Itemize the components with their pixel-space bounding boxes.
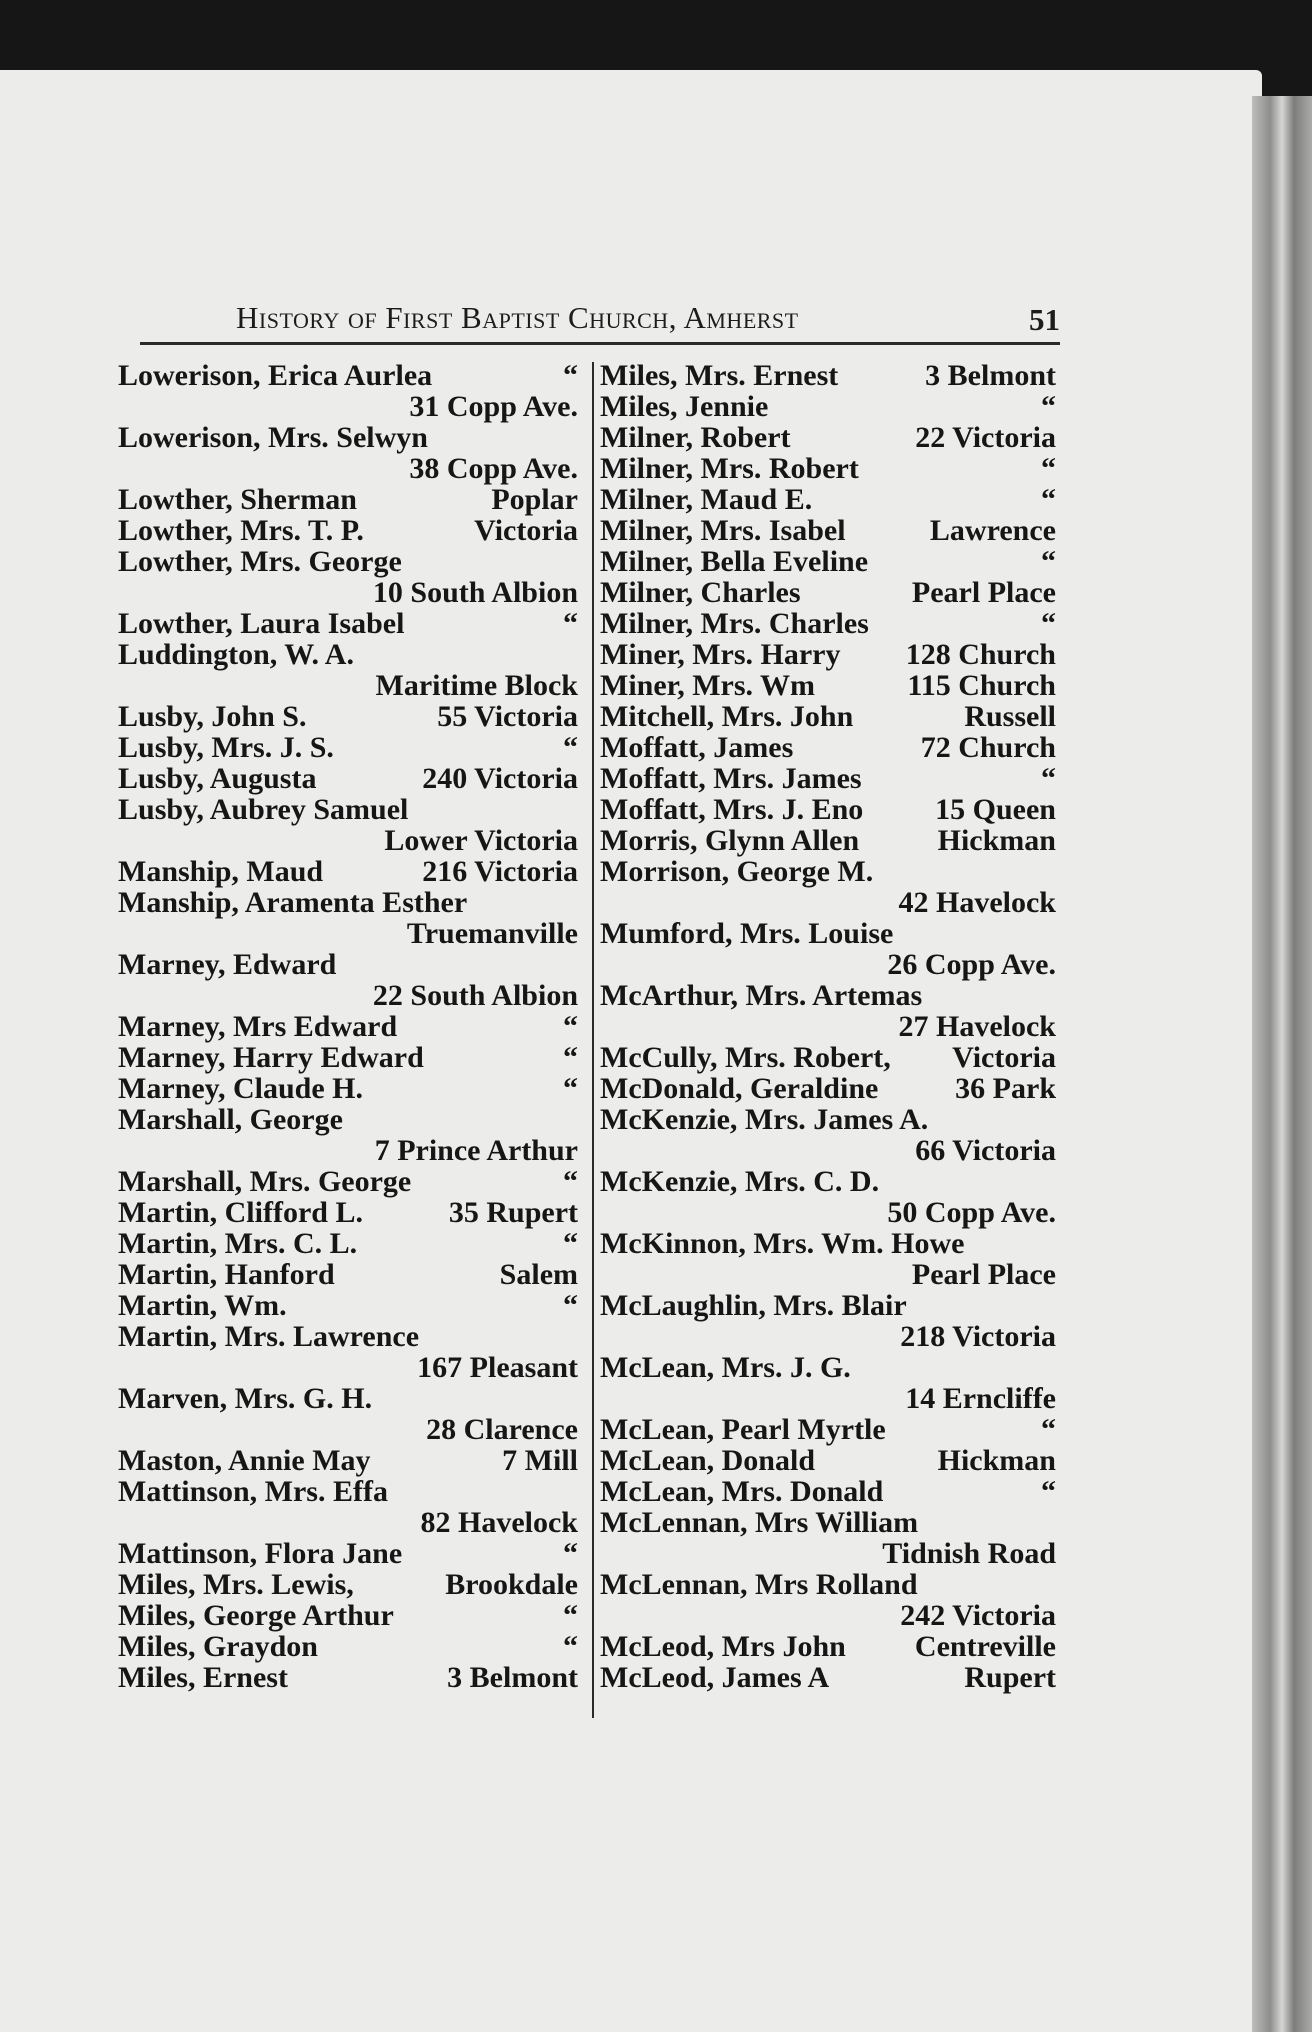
entry-address: “ bbox=[563, 359, 578, 392]
directory-entry bbox=[118, 1600, 578, 1631]
directory-entry bbox=[600, 825, 1056, 856]
directory-entry bbox=[600, 515, 1056, 546]
directory-entry bbox=[600, 1383, 1056, 1414]
page-number: 51 bbox=[1029, 302, 1060, 337]
entry-address: Rupert bbox=[964, 1661, 1056, 1694]
entry-address: Pearl Place bbox=[911, 576, 1056, 609]
entry-address: 10 South Albion bbox=[372, 576, 578, 609]
entry-name: Milner, Robert bbox=[600, 421, 791, 454]
entry-name: Lusby, Aubrey Samuel bbox=[118, 793, 409, 826]
entry-address: 7 Mill bbox=[502, 1444, 578, 1477]
entry-address: “ bbox=[563, 1072, 578, 1105]
entry-name: McArthur, Mrs. Artemas bbox=[600, 979, 923, 1012]
entry-name: Lusby, Mrs. J. S. bbox=[118, 731, 334, 764]
header-rule bbox=[140, 342, 1060, 345]
entry-name: Marshall, George bbox=[118, 1103, 343, 1136]
directory-entry bbox=[600, 732, 1056, 763]
directory-entry bbox=[600, 546, 1056, 577]
directory-entry bbox=[600, 391, 1056, 422]
entry-address: Lawrence bbox=[929, 514, 1056, 547]
entry-name: McDonald, Geraldine bbox=[600, 1072, 879, 1105]
directory-entry bbox=[600, 608, 1056, 639]
directory-entry bbox=[600, 1631, 1056, 1662]
entry-address: Pearl Place bbox=[911, 1258, 1056, 1291]
entry-name: Miles, Ernest bbox=[118, 1661, 288, 1694]
directory-entry bbox=[600, 1445, 1056, 1476]
entry-name: Miles, George Arthur bbox=[118, 1599, 394, 1632]
entry-address: 50 Copp Ave. bbox=[887, 1196, 1056, 1229]
entry-name: McLean, Pearl Myrtle bbox=[600, 1413, 886, 1446]
directory-entry bbox=[118, 949, 578, 980]
entry-address: 31 Copp Ave. bbox=[409, 390, 578, 423]
entry-address: 115 Church bbox=[907, 669, 1056, 702]
directory-entry bbox=[118, 1383, 578, 1414]
entry-address: Russell bbox=[964, 700, 1056, 733]
directory-entry bbox=[118, 1073, 578, 1104]
entry-address: 22 South Albion bbox=[372, 979, 578, 1012]
directory-entry bbox=[600, 670, 1056, 701]
entry-name: Moffatt, James bbox=[600, 731, 794, 764]
entry-address: 72 Church bbox=[920, 731, 1056, 764]
entry-name: Lowther, Mrs. George bbox=[118, 545, 402, 578]
entry-name: McLennan, Mrs Rolland bbox=[600, 1568, 918, 1601]
entry-name: Milner, Charles bbox=[600, 576, 801, 609]
directory-entry bbox=[600, 1104, 1056, 1135]
entry-name: Mitchell, Mrs. John bbox=[600, 700, 854, 733]
entry-name: McCully, Mrs. Robert, bbox=[600, 1041, 891, 1074]
entry-name: Morrison, George M. bbox=[600, 855, 874, 888]
entry-address: 240 Victoria bbox=[422, 762, 578, 795]
directory-entry bbox=[600, 1290, 1056, 1321]
entry-name: Milner, Mrs. Charles bbox=[600, 607, 869, 640]
directory-entry bbox=[118, 1011, 578, 1042]
entry-address: Brookdale bbox=[445, 1568, 578, 1601]
entry-address: Maritime Block bbox=[375, 669, 578, 702]
entry-address: 36 Park bbox=[955, 1072, 1056, 1105]
entry-address: “ bbox=[1041, 390, 1056, 423]
entry-name: Martin, Mrs. Lawrence bbox=[118, 1320, 420, 1353]
entry-name: Miles, Mrs. Ernest bbox=[600, 359, 839, 392]
entry-name: McKenzie, Mrs. James A. bbox=[600, 1103, 929, 1136]
entry-address: 28 Clarence bbox=[426, 1413, 578, 1446]
entry-name: Lowerison, Erica Aurlea bbox=[118, 359, 433, 392]
entry-name: Moffatt, Mrs. James bbox=[600, 762, 862, 795]
directory-entry bbox=[118, 360, 578, 391]
entry-address: Hickman bbox=[937, 824, 1056, 857]
directory-entry bbox=[600, 1600, 1056, 1631]
directory-entry bbox=[600, 794, 1056, 825]
entry-address: “ bbox=[563, 1537, 578, 1570]
directory-entry bbox=[118, 1352, 578, 1383]
entry-address: 3 Belmont bbox=[447, 1661, 578, 1694]
directory-entry bbox=[118, 732, 578, 763]
directory-entry bbox=[600, 1197, 1056, 1228]
directory-entry bbox=[600, 1538, 1056, 1569]
directory-entry bbox=[600, 1569, 1056, 1600]
directory-entry bbox=[600, 453, 1056, 484]
entry-name: Lowther, Sherman bbox=[118, 483, 357, 516]
entry-name: Miles, Jennie bbox=[600, 390, 769, 423]
entry-address: 82 Havelock bbox=[420, 1506, 578, 1539]
directory-entry bbox=[118, 639, 578, 670]
directory-entry bbox=[118, 391, 578, 422]
entry-address: 26 Copp Ave. bbox=[887, 948, 1056, 981]
directory-entry bbox=[118, 1290, 578, 1321]
entry-address: Hickman bbox=[937, 1444, 1056, 1477]
entry-address: “ bbox=[1041, 452, 1056, 485]
entry-name: Miles, Graydon bbox=[118, 1630, 318, 1663]
entry-address: Salem bbox=[499, 1258, 578, 1291]
entry-address: 3 Belmont bbox=[925, 359, 1056, 392]
entry-address: “ bbox=[563, 1165, 578, 1198]
directory-entry bbox=[600, 918, 1056, 949]
directory-entry bbox=[118, 1321, 578, 1352]
directory-entry bbox=[600, 1476, 1056, 1507]
entry-name: Miner, Mrs. Harry bbox=[600, 638, 841, 671]
directory-entry bbox=[118, 1135, 578, 1166]
entry-address: 167 Pleasant bbox=[417, 1351, 578, 1384]
directory-entry bbox=[600, 1321, 1056, 1352]
directory-entry bbox=[118, 856, 578, 887]
entry-name: Mattinson, Flora Jane bbox=[118, 1537, 403, 1570]
entry-address: 55 Victoria bbox=[437, 700, 578, 733]
running-header bbox=[140, 296, 1060, 348]
directory-entry bbox=[600, 856, 1056, 887]
entry-address: “ bbox=[563, 1227, 578, 1260]
directory-entry bbox=[118, 1197, 578, 1228]
entry-name: Lowerison, Mrs. Selwyn bbox=[118, 421, 428, 454]
entry-address: “ bbox=[1041, 762, 1056, 795]
entry-name: McKenzie, Mrs. C. D. bbox=[600, 1165, 880, 1198]
entry-name: Lusby, Augusta bbox=[118, 762, 317, 795]
directory-entry bbox=[600, 1259, 1056, 1290]
directory-entry bbox=[118, 670, 578, 701]
entry-name: Miner, Mrs. Wm bbox=[600, 669, 815, 702]
directory-entry bbox=[600, 1011, 1056, 1042]
entry-address: 128 Church bbox=[905, 638, 1056, 671]
entry-name: Miles, Mrs. Lewis, bbox=[118, 1568, 354, 1601]
directory-entry bbox=[600, 1352, 1056, 1383]
entry-name: McLean, Mrs. J. G. bbox=[600, 1351, 851, 1384]
entry-address: 218 Victoria bbox=[900, 1320, 1056, 1353]
directory-entry bbox=[118, 1445, 578, 1476]
entry-address: Victoria bbox=[952, 1041, 1056, 1074]
directory-entry bbox=[118, 1662, 578, 1693]
entry-address: Victoria bbox=[474, 514, 578, 547]
entry-address: “ bbox=[563, 1041, 578, 1074]
directory-entry bbox=[600, 887, 1056, 918]
directory-entry bbox=[118, 794, 578, 825]
entry-name: Morris, Glynn Allen bbox=[600, 824, 860, 857]
directory-entry bbox=[118, 577, 578, 608]
entry-address: 15 Queen bbox=[935, 793, 1056, 826]
entry-name: Marney, Edward bbox=[118, 948, 337, 981]
entry-address: “ bbox=[1041, 607, 1056, 640]
directory-entry bbox=[600, 763, 1056, 794]
right-column bbox=[600, 360, 1056, 1693]
directory-entry bbox=[118, 608, 578, 639]
directory-entry bbox=[600, 1228, 1056, 1259]
entry-name: McLean, Donald bbox=[600, 1444, 816, 1477]
directory-entry bbox=[118, 1042, 578, 1073]
entry-address: Truemanville bbox=[406, 917, 578, 950]
directory-entry bbox=[600, 1662, 1056, 1693]
entry-name: McKinnon, Mrs. Wm. Howe bbox=[600, 1227, 965, 1260]
directory-entry bbox=[118, 980, 578, 1011]
entry-name: Martin, Wm. bbox=[118, 1289, 287, 1322]
directory-entry bbox=[600, 701, 1056, 732]
directory-entry bbox=[600, 1507, 1056, 1538]
entry-name: Lowther, Mrs. T. P. bbox=[118, 514, 364, 547]
page-edge bbox=[1252, 96, 1312, 2032]
left-column bbox=[118, 360, 578, 1693]
entry-name: Moffatt, Mrs. J. Eno bbox=[600, 793, 864, 826]
entry-name: Milner, Mrs. Robert bbox=[600, 452, 859, 485]
entry-address: 7 Prince Arthur bbox=[374, 1134, 578, 1167]
entry-address: “ bbox=[1041, 1475, 1056, 1508]
directory-entry bbox=[118, 825, 578, 856]
entry-address: “ bbox=[563, 1289, 578, 1322]
column-divider bbox=[592, 362, 594, 1718]
directory-entry bbox=[600, 360, 1056, 391]
entry-name: McLeod, James A bbox=[600, 1661, 830, 1694]
entry-address: “ bbox=[563, 1010, 578, 1043]
entry-name: Manship, Aramenta Esther bbox=[118, 886, 468, 919]
entry-address: 22 Victoria bbox=[915, 421, 1056, 454]
directory-entry bbox=[600, 1073, 1056, 1104]
entry-name: Marney, Claude H. bbox=[118, 1072, 363, 1105]
header-title: History of First Baptist Church, Amherst bbox=[236, 300, 799, 335]
entry-address: “ bbox=[1041, 483, 1056, 516]
directory-entry bbox=[118, 546, 578, 577]
directory-entry bbox=[118, 1228, 578, 1259]
directory-entry bbox=[118, 701, 578, 732]
directory-entry bbox=[118, 422, 578, 453]
entry-address: “ bbox=[563, 731, 578, 764]
entry-name: Lowther, Laura Isabel bbox=[118, 607, 405, 640]
directory-entry bbox=[600, 1042, 1056, 1073]
directory-entry bbox=[118, 1104, 578, 1135]
entry-name: Martin, Hanford bbox=[118, 1258, 335, 1291]
entry-address: 38 Copp Ave. bbox=[409, 452, 578, 485]
entry-address: Centreville bbox=[914, 1630, 1056, 1663]
entry-name: Milner, Maud E. bbox=[600, 483, 813, 516]
directory-entry bbox=[600, 1166, 1056, 1197]
entry-address: “ bbox=[1041, 545, 1056, 578]
directory-entry bbox=[600, 639, 1056, 670]
directory-entry bbox=[600, 422, 1056, 453]
directory-entry bbox=[118, 918, 578, 949]
entry-name: Manship, Maud bbox=[118, 855, 324, 888]
entry-name: Luddington, W. A. bbox=[118, 638, 354, 671]
entry-address: 242 Victoria bbox=[900, 1599, 1056, 1632]
entry-address: 66 Victoria bbox=[915, 1134, 1056, 1167]
entry-address: 42 Havelock bbox=[898, 886, 1056, 919]
entry-name: McLeod, Mrs John bbox=[600, 1630, 846, 1663]
directory-entry bbox=[118, 1569, 578, 1600]
entry-name: Marven, Mrs. G. H. bbox=[118, 1382, 373, 1415]
entry-name: Mattinson, Mrs. Effa bbox=[118, 1475, 388, 1508]
directory-entry bbox=[118, 515, 578, 546]
entry-address: 216 Victoria bbox=[422, 855, 578, 888]
directory-entry bbox=[118, 1476, 578, 1507]
entry-address: “ bbox=[563, 1599, 578, 1632]
directory-entry bbox=[600, 1135, 1056, 1166]
entry-name: Lusby, John S. bbox=[118, 700, 307, 733]
directory-entry bbox=[118, 1538, 578, 1569]
entry-address: Poplar bbox=[491, 483, 578, 516]
directory-entry bbox=[118, 1507, 578, 1538]
entry-address: “ bbox=[1041, 1413, 1056, 1446]
entry-address: “ bbox=[563, 607, 578, 640]
entry-name: Milner, Mrs. Isabel bbox=[600, 514, 846, 547]
entry-name: Milner, Bella Eveline bbox=[600, 545, 869, 578]
directory-entry bbox=[118, 763, 578, 794]
directory-entry bbox=[118, 1259, 578, 1290]
directory-entry bbox=[118, 453, 578, 484]
entry-address: Tidnish Road bbox=[882, 1537, 1056, 1570]
entry-name: McLean, Mrs. Donald bbox=[600, 1475, 884, 1508]
directory-entry bbox=[118, 887, 578, 918]
entry-address: “ bbox=[563, 1630, 578, 1663]
directory-entry bbox=[600, 484, 1056, 515]
directory-entry bbox=[118, 1631, 578, 1662]
entry-name: Martin, Clifford L. bbox=[118, 1196, 363, 1229]
entry-name: Marshall, Mrs. George bbox=[118, 1165, 412, 1198]
directory-entry bbox=[600, 980, 1056, 1011]
directory-entry bbox=[600, 577, 1056, 608]
entry-name: Marney, Harry Edward bbox=[118, 1041, 424, 1074]
entry-name: Mumford, Mrs. Louise bbox=[600, 917, 894, 950]
directory-entry bbox=[118, 484, 578, 515]
entry-name: McLaughlin, Mrs. Blair bbox=[600, 1289, 907, 1322]
entry-name: Martin, Mrs. C. L. bbox=[118, 1227, 358, 1260]
directory-entry bbox=[600, 1414, 1056, 1445]
entry-address: 14 Erncliffe bbox=[905, 1382, 1056, 1415]
entry-name: Maston, Annie May bbox=[118, 1444, 371, 1477]
directory-entry bbox=[118, 1166, 578, 1197]
entry-address: 27 Havelock bbox=[898, 1010, 1056, 1043]
directory-entry bbox=[600, 949, 1056, 980]
entry-name: McLennan, Mrs William bbox=[600, 1506, 919, 1539]
entry-address: Lower Victoria bbox=[384, 824, 578, 857]
entry-address: 35 Rupert bbox=[448, 1196, 578, 1229]
entry-name: Marney, Mrs Edward bbox=[118, 1010, 398, 1043]
directory-entry bbox=[118, 1414, 578, 1445]
